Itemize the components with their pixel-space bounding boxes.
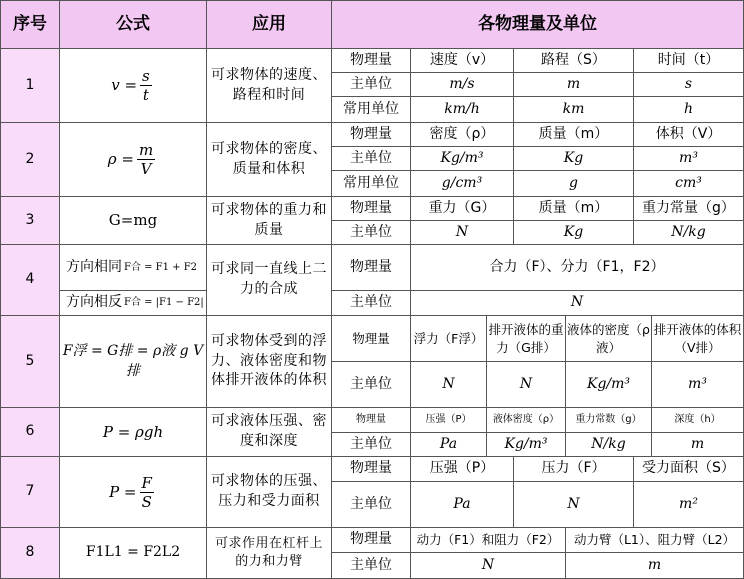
row7-formula-den: S: [141, 492, 152, 511]
row6-label-main-unit: 主单位: [331, 432, 411, 457]
row3-main-unit-2: Kg: [513, 220, 634, 245]
row1-common-unit-1: km/h: [410, 96, 514, 123]
row7-label-quantity: 物理量: [331, 456, 411, 482]
header-quantities: 各物理量及单位: [331, 0, 744, 49]
row4-index: 4: [0, 244, 60, 316]
row5-quantity-4: 排开液体的体积（V排）: [651, 315, 744, 362]
row5-main-unit-2: N: [486, 361, 566, 408]
row6-quantity-2: 液体密度（ρ）: [486, 407, 566, 433]
row4-label-quantity: 物理量: [331, 244, 411, 291]
row5-quantity-2: 排开液体的重力（G排）: [486, 315, 566, 362]
row2-main-unit-1: Kg/m³: [410, 146, 514, 171]
row6-main-unit-3: N/kg: [565, 432, 652, 457]
row1-formula: [59, 48, 207, 123]
row1-formula-fraction: [140, 67, 152, 104]
row1-common-unit-3: h: [633, 96, 744, 123]
row2-common-unit-3: cm³: [633, 170, 744, 197]
row7-index: 7: [0, 456, 60, 528]
row5-application: 可求物体受到的浮力、液体密度和物体排开液体的体积: [206, 315, 332, 408]
row7-formula-lhs: P =: [109, 482, 137, 501]
row7-main-unit-1: Pa: [410, 481, 514, 528]
row1-main-unit-2: m: [513, 72, 634, 97]
row4-same-label: 方向相同: [66, 258, 122, 275]
row3-label-quantity: 物理量: [331, 196, 411, 221]
row3-main-unit-1: N: [410, 220, 514, 245]
row2-common-unit-1: g/cm³: [410, 170, 514, 197]
row4-main-unit: N: [410, 290, 744, 316]
row2-quantity-2: 质量（m）: [513, 122, 634, 147]
row8-quantity-1: 动力（F1）和阻力（F2）: [410, 527, 566, 553]
row2-formula-fraction: [137, 141, 155, 178]
row3-quantity-3: 重力常量（g）: [633, 196, 744, 221]
row7-quantity-3: 受力面积（S）: [633, 456, 744, 482]
row5-formula: F浮 = G排 = ρ液 g V排: [59, 315, 207, 408]
row6-formula: P = ρgh: [59, 407, 207, 457]
row5-label-quantity: 物理量: [331, 315, 411, 362]
row3-quantity-2: 质量（m）: [513, 196, 634, 221]
row7-main-unit-3: m²: [633, 481, 744, 528]
row8-formula: F1L1 = F2L2: [59, 527, 207, 579]
row2-formula-num: m: [138, 141, 154, 159]
row7-formula: [59, 456, 207, 528]
row2-common-unit-2: g: [513, 170, 634, 197]
row1-formula-den: t: [142, 86, 149, 104]
row7-quantity-1: 压强（P）: [410, 456, 514, 482]
row1-quantity-3: 时间（t）: [633, 48, 744, 73]
header-index: 序号: [0, 0, 60, 49]
row1-formula-num: s: [142, 67, 150, 85]
row6-main-unit-1: Pa: [410, 432, 487, 457]
row5-quantity-3: 液体的密度（ρ液）: [565, 315, 652, 362]
row4-formula-opposite: [59, 290, 207, 316]
row2-quantity-1: 密度（ρ）: [410, 122, 514, 147]
row5-main-unit-4: m³: [651, 361, 744, 408]
row1-main-unit-3: s: [633, 72, 744, 97]
row7-quantity-2: 压力（F）: [513, 456, 634, 482]
row8-label-quantity: 物理量: [331, 527, 411, 553]
row2-index: 2: [0, 122, 60, 197]
header-formula: 公式: [59, 0, 207, 49]
row2-main-unit-3: m³: [633, 146, 744, 171]
row4-opp-expr: F合 = |F1 − F2|: [124, 297, 204, 308]
row7-main-unit-2: N: [513, 481, 634, 528]
row3-index: 3: [0, 196, 60, 245]
row8-label-main-unit: 主单位: [331, 552, 411, 579]
row1-index: 1: [0, 48, 60, 123]
row1-quantity-2: 路程（S）: [513, 48, 634, 73]
row8-main-unit-1: N: [410, 552, 566, 579]
row7-label-main-unit: 主单位: [331, 481, 411, 528]
row8-main-unit-2: m: [565, 552, 744, 579]
row1-quantity-1: 速度（v）: [410, 48, 514, 73]
row1-main-unit-1: m/s: [410, 72, 514, 97]
row1-label-main-unit: 主单位: [331, 72, 411, 97]
row2-main-unit-2: Kg: [513, 146, 634, 171]
row4-quantity: 合力（F）、分力（F1，F2）: [410, 244, 744, 291]
row2-application: 可求物体的密度、质量和体积: [206, 122, 332, 197]
row1-label-common-unit: 常用单位: [331, 96, 411, 123]
row3-quantity-1: 重力（G）: [410, 196, 514, 221]
row7-formula-num: F: [141, 473, 152, 492]
row1-application: 可求物体的速度、路程和时间: [206, 48, 332, 123]
row2-label-quantity: 物理量: [331, 122, 411, 147]
row3-application: 可求物体的重力和质量: [206, 196, 332, 245]
row8-application: 可求作用在杠杆上的力和力臂: [206, 527, 332, 579]
row4-formula-same: [59, 244, 207, 291]
row2-quantity-3: 体积（V）: [633, 122, 744, 147]
row6-application: 可求液体压强、密度和深度: [206, 407, 332, 457]
row6-quantity-4: 深度（h）: [651, 407, 744, 433]
row1-common-unit-2: km: [513, 96, 634, 123]
row6-quantity-1: 压强（P）: [410, 407, 487, 433]
row4-opp-label: 方向相反: [66, 294, 122, 311]
row2-formula-den: V: [140, 160, 152, 178]
row3-main-unit-3: N/kg: [633, 220, 744, 245]
row2-label-common-unit: 常用单位: [331, 170, 411, 197]
row7-formula-fraction: [140, 474, 154, 511]
row4-label-main-unit: 主单位: [331, 290, 411, 316]
row7-application: 可求物体的压强、压力和受力面积: [206, 456, 332, 528]
row3-formula: G=mg: [59, 196, 207, 245]
row4-same-expr: F合 = F1 + F2: [124, 261, 198, 273]
row3-label-main-unit: 主单位: [331, 220, 411, 245]
row6-main-unit-2: Kg/m³: [486, 432, 566, 457]
row6-label-quantity: 物理量: [331, 407, 411, 433]
row5-main-unit-1: N: [410, 361, 487, 408]
row6-quantity-3: 重力常数（g）: [565, 407, 652, 433]
row5-label-main-unit: 主单位: [331, 361, 411, 408]
row6-index: 6: [0, 407, 60, 457]
row2-label-main-unit: 主单位: [331, 146, 411, 171]
row5-quantity-1: 浮力（F浮）: [410, 315, 487, 362]
row5-index: 5: [0, 315, 60, 408]
row6-main-unit-4: m: [651, 432, 744, 457]
row8-quantity-2: 动力臂（L1）、阻力臂（L2）: [565, 527, 744, 553]
row5-main-unit-3: Kg/m³: [565, 361, 652, 408]
row8-index: 8: [0, 527, 60, 579]
row1-formula-lhs: v =: [111, 76, 138, 94]
row4-application: 可求同一直线上二力的合成: [206, 244, 332, 316]
row1-label-quantity: 物理量: [331, 48, 411, 73]
header-application: 应用: [206, 0, 332, 49]
row2-formula: [59, 122, 207, 197]
row2-formula-lhs: ρ =: [107, 150, 134, 168]
